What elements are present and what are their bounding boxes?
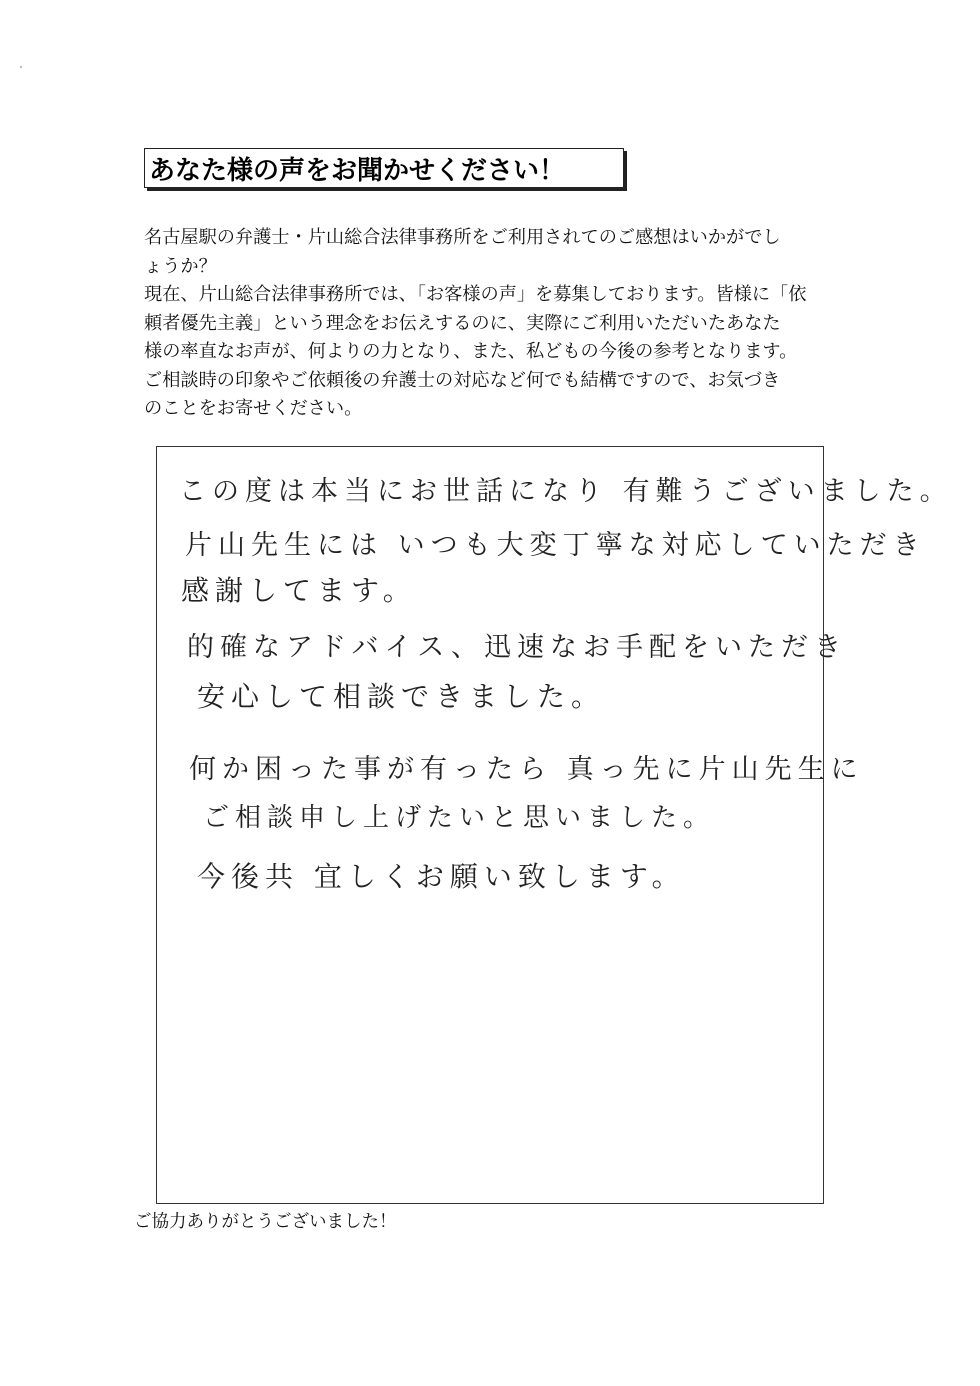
title-box — [144, 148, 624, 188]
handwritten-line: 感謝してます。 — [181, 574, 417, 607]
intro-line: ご相談時の印象やご依頼後の弁護士の対応など何でも結構ですので、お気づき — [144, 369, 781, 391]
answer-box — [156, 446, 953, 1204]
intro-line: 頼者優先主義」という理念をお伝えするのに、実際にご利用いただいたあなた — [144, 312, 781, 334]
intro-text — [144, 224, 844, 424]
page-title: あなた様の声をお聞かせください！ — [149, 155, 566, 186]
scan-speck — [20, 66, 22, 68]
handwritten-line: 安心して相談できました。 — [197, 680, 606, 713]
intro-line: 現在、片山総合法律事務所では、「お客様の声」を募集しております。皆様に「依 — [144, 284, 807, 305]
thanks-text: ご協力ありがとうございました！ — [134, 1212, 397, 1232]
intro-line: ょうか？ — [144, 255, 217, 277]
handwritten-line: 片山先生には いつも大変丁寧な対応していただき — [185, 530, 926, 561]
intro-line: 名古屋駅の弁護士・片山総合法律事務所をご利用されてのご感想はいかがでし — [144, 227, 781, 248]
intro-line: 様の率直なお声が、何よりの力となり、また、私どもの今後の参考となります。 — [144, 341, 798, 362]
handwritten-line: 何か困った事が有ったら 真っ先に片山先生に — [189, 754, 864, 785]
intro-line: のことをお寄せください。 — [144, 398, 363, 419]
handwritten-line: ご相談申し上げたいと思いました。 — [203, 803, 716, 833]
handwritten-line: この度は本当にお世話になり 有難うございました。 — [179, 476, 953, 507]
handwritten-line: 今後共 宜しくお願い致します。 — [197, 860, 686, 893]
handwritten-line: 的確なアドバイス、迅速なお手配をいただき — [187, 632, 847, 663]
